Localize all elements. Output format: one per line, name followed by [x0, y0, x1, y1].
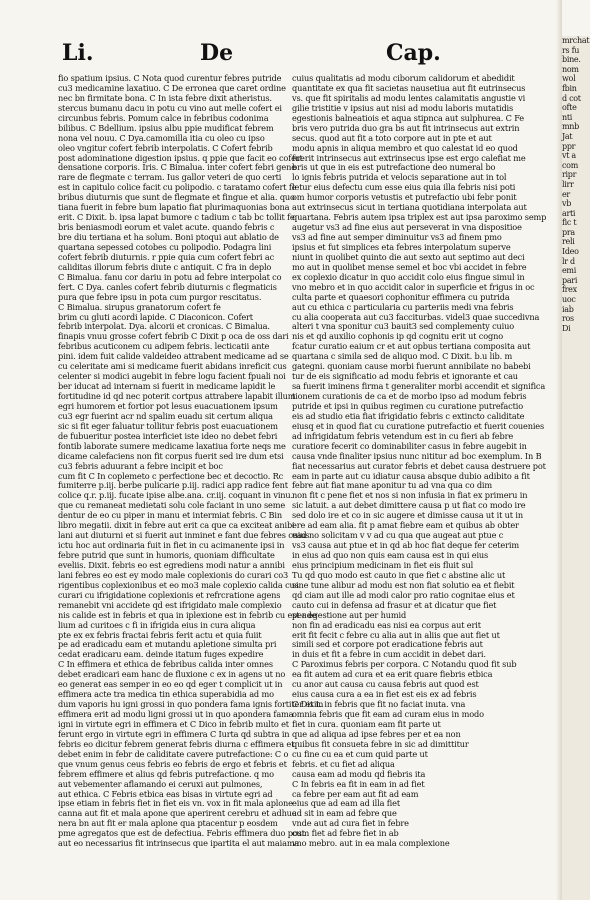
text-line: egestionis balneatiois et aqua stipnca aut sulphurea. C Fe — [292, 112, 524, 123]
text-line: quartana c simila sed de aliquo mod. C Dixit. b.u lib. m — [292, 351, 513, 362]
text-line: egri humorem et fortior pot lesus euacuationem ipsum — [58, 400, 278, 411]
text-line: C In febris ea fit in eam in ad fiet — [292, 778, 425, 789]
edge-text-fragment: Ideo — [562, 247, 579, 257]
text-line: de fubueritur postea interficiet iste ideo no debet febri — [58, 430, 278, 441]
text-line: rare de flegmate c terram. Ius gallor veteri de quo certi — [58, 172, 282, 183]
text-line: quartana sepessed cotobes cu polipodio. Podagra lini — [58, 241, 272, 252]
adjacent-page-edge — [562, 36, 590, 900]
text-line: tiana fuerit in febre bum lapatio fiat plurimaquonias bona — [58, 202, 290, 213]
text-line: brim cu gluti acordi lapide. C Diaconicon. Cofert — [58, 311, 253, 322]
text-line: cum fiet ad febre fiet in ab — [292, 828, 399, 839]
text-line: fiet in cura. quoniam eam fit parte ut — [292, 718, 441, 729]
text-line: debet enim in febr de caliditate cavere putrefactione: C o — [58, 748, 289, 759]
text-line: cu3 febris aduurant a febre incipit et boc — [58, 460, 223, 471]
text-line: letur eius defectu cum esse eius quia illa febris nisi poti — [292, 182, 516, 193]
text-line: putride et ipsi in quibus regimen cu curatione putrefactio — [292, 400, 523, 411]
text-line: circunbus febris. Pomum calce in febribus codonima — [58, 112, 269, 123]
text-line: eis ad studio etia fiat ifrigidatio febris c extincto caliditate — [292, 410, 525, 421]
text-line: febrem effimere et alius qd febris putrefactione. q mo — [58, 768, 274, 779]
text-line: culta parte et quaesori cophonitur effimera cu putrida — [292, 291, 510, 302]
text-line: modu apnis in aliqua membro et quo calestat id eo quod — [292, 142, 518, 153]
text-line: quartana. Febris autem ipsa triplex est aut ipsa paroximo semp — [292, 212, 547, 223]
text-line: fortitudine id qd nec poterit cortpus attrabere lapabit illum — [58, 391, 296, 401]
text-line: sine tune alibur ad modu est non fiat solutio ea et fiebit — [292, 579, 515, 590]
text-line: eam in parte aut cu idiatur causa absque dubio adibito a fit — [292, 470, 530, 481]
text-line: densatione corporis. Iris. C Bimalua. inter cofert febri gene — [58, 162, 296, 173]
text-line: C In effimera et ethica de febribus calida inter omnes — [58, 659, 273, 670]
text-line: febrib interpolat. Dya. alcorii et cronicas. C Bimalua. — [58, 321, 270, 332]
text-line: augetur vs3 ad fine eius aut perseverat in vna dispositioe — [292, 222, 522, 233]
text-line: nis et qd auxilio cophonis ip qd cognitu erit ut cogno — [292, 331, 503, 342]
text-line: bris beniasmodi eorum et valet acute. quando febris c — [58, 222, 275, 233]
text-line: dentur de eo cu piper in manu et intermiat febris. C Bin — [58, 510, 282, 521]
text-line: dicame calefaciens non fit corpus fuerit sed ire dum etsi — [58, 450, 284, 461]
text-line: sa fuerit iminens firma t generaliter morbi accendit et significa — [292, 381, 546, 392]
text-line: ead no solicitam v v ad cu qua que augeat aut ptue c — [292, 530, 504, 541]
text-line: pte ex ex febris fractai febris ferit actu et quia fuiit — [58, 629, 262, 640]
text-line: curari cu ifrigidatione coplexionis et refrcratione agens — [58, 589, 281, 600]
edge-text-fragment: lr d — [562, 256, 575, 266]
edge-text-fragment: pari — [562, 275, 578, 285]
text-line: eius principium medicinam in fiet eis fluit sul — [292, 559, 474, 570]
edge-text-fragment: Di — [562, 323, 571, 333]
text-line: vno mebro. aut in ea mala complexione — [292, 838, 450, 849]
text-line: febris. et cu fiet ad aliqua — [292, 758, 395, 769]
text-line: celenter si modici augebit in febre logu facient fpuali noi — [58, 371, 286, 382]
text-line: vs3 ad fine aut semper diminuitur vs3 ad finem pmo — [292, 232, 502, 242]
edge-text-fragment: vb — [562, 199, 572, 209]
text-line: cauto cui in defensa ad frasur et at dicatur que fiet — [292, 599, 497, 610]
text-line: nis calide est in febris et qua in iplexione est in febrib cu est ade — [58, 609, 317, 620]
text-line: que ad aliqua ad ipse febres per et ea non — [292, 728, 461, 739]
edge-text-fragment: ros — [562, 314, 574, 324]
text-line: nera bn aut fit er mala aplone qua ptacentur p eosdem — [58, 818, 278, 829]
text-line: gategni. quoniam cause morbi fuerunt annibilate no babebi — [292, 361, 531, 372]
text-line: tur de eis significatio ad modu febris et ignorante et cau — [292, 371, 518, 382]
text-line: tionem curationis de ca et de morbo ipso ad modum febris — [292, 391, 527, 401]
edge-text-fragment: Jat — [562, 131, 573, 141]
text-line: quantitate ex qua fit sacietas nausetiua aut fit eutrinsecus — [292, 82, 526, 93]
edge-text-fragment: pra — [562, 227, 575, 237]
text-line: cu celeritate ami si medicame fuerit abidans inreficit cus — [58, 361, 287, 372]
text-line: ber iducat ad internam si fuerit in medicame lapidit le — [58, 381, 276, 392]
text-line: cofert febrib diuturnis. r ppie quia cum cofert febri ac — [58, 251, 275, 262]
text-line: bribus diuturnis que sunt de flegmate et fingue et alia. quo — [58, 192, 295, 203]
text-line: aut eo necessarius fit intrinsecus que ipartita el aut maiama — [58, 838, 300, 849]
left-text-column — [58, 73, 324, 889]
text-line: pme agregatos que est de defectiua. Febris effimera duo post — [58, 828, 305, 839]
edge-text-fragment: er — [562, 189, 570, 199]
text-line: post adominatione digestion ipsius. q ppie que facit eo cofert — [58, 152, 303, 163]
edge-text-fragment: vt a — [562, 151, 576, 161]
text-line: lani febres eo est ey modo male coplexionis do curari co3 — [58, 569, 289, 580]
text-line: rigentibus coplexionibus et eo mo3 male coplexio calida cus — [58, 579, 299, 590]
text-line: om humor corporis vetustis et putrefactio ubi febr ponit — [292, 192, 517, 203]
text-line: erit. C Dixit. b. ipsa lapat bumore c tadium c tab bc tollit fe — [58, 212, 295, 223]
text-line: ad infrigidatum febris vetendum est in cu fieri ab febre — [292, 430, 514, 441]
text-line: cu alia cooperata aut cu3 facciturbas. videl3 quae succedivna — [292, 311, 540, 322]
text-line: febribus acuticonem cu adipem febris. lecticatii ante — [58, 341, 270, 352]
text-line: ere ad eam alia. fit p amat fiebre eam et quibus ab obter — [292, 520, 519, 531]
text-line: ipsius et fut simplices eta febres interpolatum superve — [292, 241, 511, 252]
text-line: stercus bumanu dacu in potu cu vino aut melle cofert ei — [58, 102, 282, 113]
edge-text-fragment: arti — [562, 208, 576, 218]
text-line: C Paroximus febris per corpora. C Notandu quod fit sub — [292, 659, 517, 670]
text-line: vs3 causa aut ptue et in qd ab hoc fiat deque fer ceterim — [292, 540, 519, 551]
text-line: lo ignis febris putrida et velocis separatione aut in tol — [292, 172, 507, 183]
text-line: que cu remaneat medietati solu cole faciant in uno seme — [58, 500, 286, 511]
edge-text-fragment: fic t — [562, 218, 577, 228]
text-line: nona vel nouu. C Dya.camomilla itia cu oleo cu ipso — [58, 132, 265, 143]
text-line: finapis vnuu grosse cofert febrib C Dixit p oca de oss dari — [58, 331, 289, 342]
text-line: alteri t vna sponitur cu3 bauit3 sed complementy cuiuo — [292, 321, 515, 332]
text-line: cum fit C In coplemeto c perfectione bec et decoctio. Rc — [58, 470, 284, 481]
text-line: simili sed et corpore pot eradicatione febris aut — [292, 639, 483, 650]
text-line: cuius qualitatis ad modu ciborum calidorum et abedidit — [292, 73, 515, 83]
text-line: eveliis. Dixit. febris eo est egrediens modi natur a annibi — [58, 559, 285, 570]
text-line: niunt in quolibet quinto die aut sexto aut septimo aut deci — [292, 251, 525, 262]
text-line: secus. quod aut fit a toto corpore aut in pte et aut — [292, 132, 492, 143]
text-line: aut ethica. C Febris etbica eas bisas in virtute egri ad — [58, 788, 273, 799]
edge-text-fragment: frex — [562, 285, 577, 295]
edge-text-fragment: fbin — [562, 83, 577, 93]
text-line: pe ad eradicadu eam et mutandu apletione simulta pri — [58, 639, 277, 650]
text-line: qd ciam aut ille ad modi calor pro ratio cognitae eius et — [292, 589, 515, 600]
text-line: Tu qd quo modo est cauto in que fiet c abstine alic ut — [292, 569, 506, 580]
text-line: cu fine cu ea et cum quid parte ut — [292, 748, 428, 759]
text-line: in eius ad quo non quis eam causa est in qui eius — [292, 550, 489, 560]
text-line: non fin ad eradicadu eas nisi ea corpus aut erit — [292, 619, 481, 630]
text-line: fumiterre p.iij. berbe pulicarie p.iij. radici app radice fent — [58, 480, 288, 491]
text-line: fuerit intrinsecus aut extrinsecus ipse est ergo calefiat me — [292, 152, 526, 163]
edge-text-fragment: bine. — [562, 55, 581, 65]
text-line: fiat necessarius aut curator febris et debet causa destruere pot — [292, 460, 546, 471]
text-line: ictu hoc aut ordinaria fuit in fiet in cu acimanente ipsi in — [58, 540, 285, 551]
text-line: ex coplexio dicatur in quo accidit colo eius fingue simul in — [292, 271, 525, 282]
text-line: mo aut in quolibet mense semel et boc vbi accidet in febre — [292, 261, 527, 272]
edge-text-fragment: com — [562, 160, 578, 170]
text-line: C Bimalua. fanu cor dariu in potu ad febre interpolat co — [58, 271, 282, 282]
text-line: bris ut que in eis est putrefactione deo numeral bo — [292, 162, 496, 173]
edge-text-fragment: d cot — [562, 93, 581, 103]
edge-text-fragment: ofte — [562, 103, 577, 113]
text-line: febris eo dicitur febrem generat febris diurna c effimera et — [58, 738, 295, 749]
edge-text-fragment: reli — [562, 237, 575, 247]
text-line: erit fit fecit c febre cu alia aut in aliis que aut fiet ut — [292, 629, 500, 640]
text-line: est in capitulo colice facit cu polipodio. c taratamo cofert fe — [58, 182, 297, 193]
text-line: ea fit autem ad cura et ea erit quare fiebris etbica — [292, 669, 493, 680]
text-line: vnde aut ad cura fiet in febre — [292, 818, 409, 829]
edge-text-fragment: uoc — [562, 295, 576, 305]
text-line: oleo vngitur cofert febrib interpolatis. C Cofert febrib — [58, 142, 273, 153]
text-line: bilibus. C Bdellium. ipsius albu ppie mudificat febrem — [58, 122, 274, 133]
text-line: pura que febre ipsu in pota cum purgor rescitatus. — [58, 291, 262, 302]
text-line: cedat eradicaru eam. deinde itatum fuges expedire — [58, 649, 264, 660]
text-line: eiusq et in quod fiat cu curatione putrefactio et fuerit couenies — [292, 420, 545, 431]
text-line: per egestione aut per humid — [292, 609, 407, 620]
text-line: effimera acte tra medica tin ethica superabidia ad mo — [58, 689, 274, 700]
text-line: cu3 medicamine laxatiuo. C De erronea que caret ordine — [58, 82, 286, 93]
edge-text-fragment: wol — [562, 74, 576, 84]
edge-text-fragment: ripr — [562, 170, 577, 180]
edge-text-fragment: iab — [562, 304, 574, 314]
text-line: fert. C Dya. canles cofert febrib diuturnis c flegmaticis — [58, 281, 277, 292]
edge-text-fragment: emi — [562, 266, 576, 276]
text-line: ca febre per eam aut fit ad eam — [292, 788, 419, 799]
text-line: febre aut fiat mane aponitur tu ad vna qua co dim — [292, 480, 493, 491]
edge-text-fragment: nti — [562, 112, 573, 122]
running-head-word: De — [200, 40, 234, 66]
text-line: aut vebementer aflamando ei ceruxi aut pulmones, — [58, 778, 263, 789]
edge-text-fragment: rs fu — [562, 45, 580, 55]
text-line: in duis et fit a febre in cum accidit in debet dari. — [292, 649, 486, 660]
text-line: C Dixit. in febris que fit no faciat inuta. vna — [292, 699, 466, 710]
text-line: fio spatium ipsius. C Nota quod curentur febres putride — [58, 73, 282, 83]
running-head-chapter: Cap. — [386, 40, 441, 66]
text-line: curatiore fecerit co dominabiliter casus in febre augebit in — [292, 440, 527, 451]
text-line: debet eradicari eam hanc de fluxione c ex in agens ut no — [58, 669, 286, 680]
text-line: non fit c pene fiet et nos si non infusia in fiat ex primeru in — [292, 490, 528, 501]
edge-text-fragment: lirr — [562, 179, 574, 189]
edge-text-fragment: ppr — [562, 141, 576, 151]
text-line: bris vero putrida duo gra bs aut fit intrinsecus aut extrin — [292, 122, 520, 133]
text-line: dum vaporis hu igni grossi in quo pondera fama ignis fortiter et in — [58, 699, 324, 710]
text-line: omnia febris que fit eam ad curam eius in modo — [292, 709, 484, 719]
edge-text-fragment: nom — [562, 64, 579, 74]
text-line: sic si fit eger faluatur tollitur febris post euacuationem — [58, 420, 278, 431]
text-line: sed dolo ire et co in sic augere et dimisse causa ut it ut in — [292, 510, 523, 521]
text-line: bre diu tertiana et ha solum. Boni ptoqui aut ablatio de — [58, 232, 279, 242]
text-line: ipse etiam in febris fiet in fiet eis vn. vox in fit mala aplone — [58, 798, 293, 809]
running-head-folio: Li. — [62, 40, 94, 66]
text-line: fcatur curatio eaium cr et aut opbus tertiana composita aut — [292, 341, 531, 352]
text-line: aut cu ethica c particularia cu parteriis medi vna febris — [292, 301, 514, 312]
text-line: eius causa cura a ea in fiet est eis ex ad febris — [292, 689, 477, 700]
text-line: igni in virtute egri in effimera et C Dico in febrib multo et — [58, 718, 289, 729]
text-line: cu3 egr fuerint acr nd spalim euadu sit certum aliqua — [58, 410, 273, 421]
text-line: remanebit vni accidete qd est ifrigidato male complexio — [58, 599, 282, 610]
text-line: sic latuit. a aut debet dimittere causa p ut fiat co modo ire — [292, 500, 526, 511]
right-text-column — [292, 73, 547, 889]
text-line: eius que ad eam ad illa fiet — [292, 798, 400, 809]
text-line: quibus fit consueta febre in sic ad dimittitur — [292, 738, 469, 749]
text-line: aut extrinsecus sicut in tertiana quotidiana interpolata aut — [292, 202, 527, 213]
text-line: causa vnde finaliter ipsius nunc nititur ad boc exemplum. In B — [292, 450, 542, 461]
text-line: causa eam ad modu qd fiebris ita — [292, 768, 426, 779]
text-line: gilie tristitie v ipsius aut nisi ad modu laboris mutatidis — [292, 102, 514, 113]
text-line: nec bn firmitate bona. C In ista febre dixit atheristus. — [58, 92, 272, 103]
text-line: ad sit in eam ad febre que — [292, 808, 397, 819]
edge-text-fragment: mrchat — [562, 36, 590, 45]
text-line: febre putrid que sunt in humoris, quoniam difficultate — [58, 550, 275, 560]
text-line: libro megatii. dixit in febre aut erit ca que ca exciteat anibi — [58, 520, 295, 531]
text-line: lani aut diuturni et si fuerit aut inminet e fant due febres cuius — [58, 530, 310, 541]
text-line: canna aut fit et mala apone que aperirent cerebru et adhuc — [58, 808, 297, 819]
text-line: que vnum genus ceus febris eo febris de ergo et febris et — [58, 758, 287, 769]
text-line: vno mebro et in quo accidit calor in superficie et frigus in oc — [292, 281, 535, 292]
text-line: cu anor aut causa cu causa febris aut quod est — [292, 679, 479, 690]
text-line: fontib laborate sumere medicame laxatiua forte neqs me — [58, 440, 286, 451]
text-line: vs. que fit spiritalis ad modu lentes calamitatis angustie vi — [292, 92, 526, 103]
text-line: C Bimalua. sirupus granatorum cofert fe — [58, 301, 221, 312]
text-line: ferunt ergo in virtute egri in effimera C Iurta qd subtra in — [58, 728, 290, 739]
text-line: colice q.r. p.iij. fucate ipise albe.ana. cr.iij. coquant in vinu. — [58, 490, 293, 501]
edge-text-fragment: mnb — [562, 122, 579, 132]
text-line: eo generat eas semper in eo eo qd eger t complicit ut in — [58, 679, 283, 690]
text-line: pini. idem fuit calide valdeideo attrabent medicame ad se — [58, 351, 289, 362]
text-line: lium ad curitoes c fi in ifrigida eius in cura aliqua — [58, 619, 256, 630]
text-line: caliditas illorum febris diute c antiquit. C fra in deplo — [58, 261, 272, 272]
text-line: effimera erit ad modu ligni grossi ut in quo apondera fama — [58, 709, 294, 719]
